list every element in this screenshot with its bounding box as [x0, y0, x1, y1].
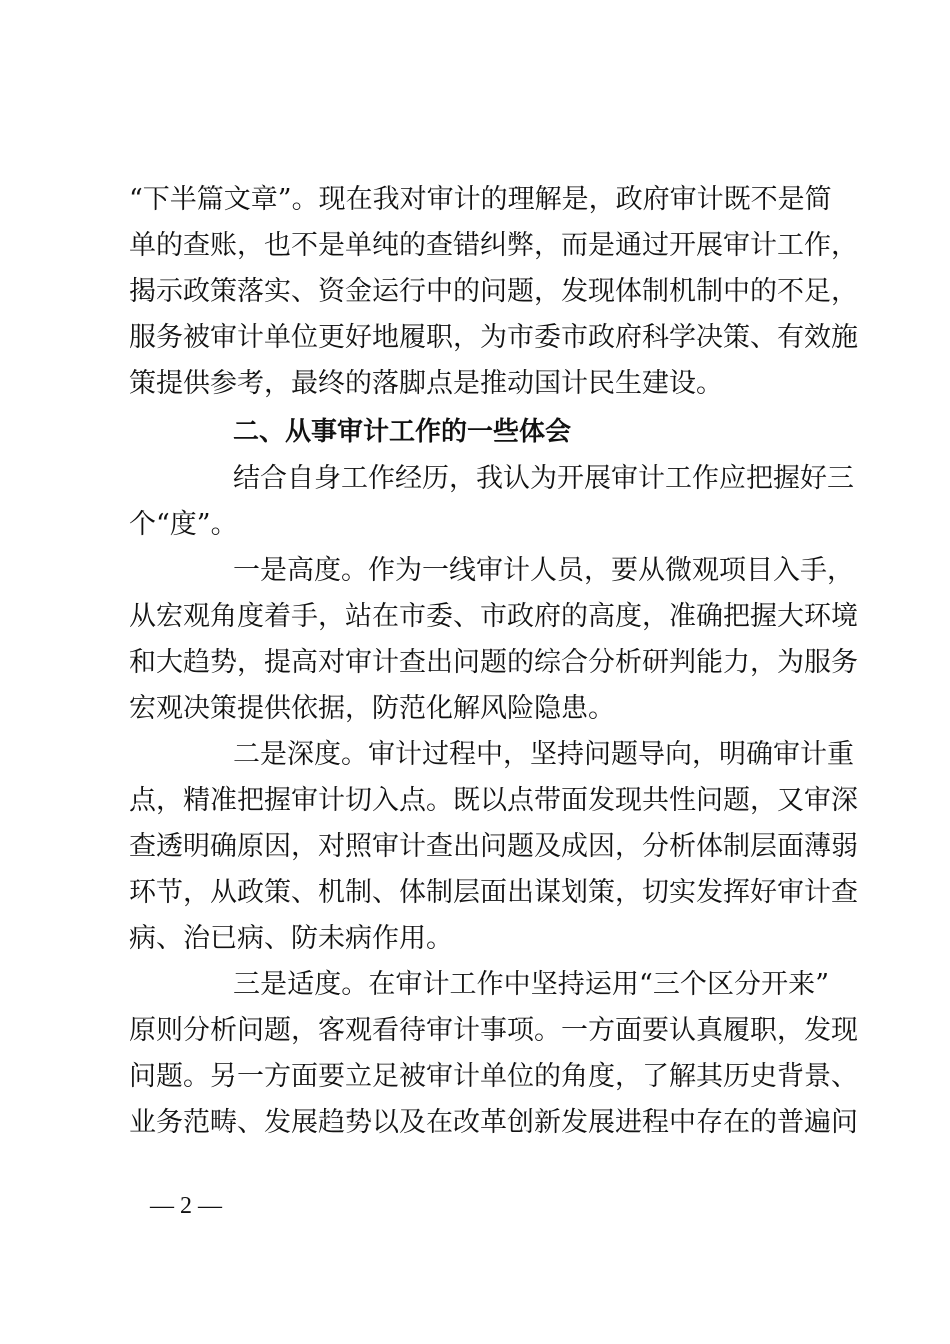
- section-heading: 二、从事审计工作的一些体会: [233, 417, 572, 447]
- paragraph-line: 点，精准把握审计切入点。既以点带面发现共性问题，又审深: [129, 785, 858, 816]
- paragraph-line: “下半篇文章”。现在我对审计的理解是，政府审计既不是简: [129, 184, 832, 215]
- paragraph-line: 一是高度。作为一线审计人员，要从微观项目入手，: [233, 555, 854, 586]
- page-number: — 2 —: [150, 1193, 222, 1219]
- paragraph-line: 策提供参考，最终的落脚点是推动国计民生建设。: [129, 368, 723, 399]
- paragraph-line: 问题。另一方面要立足被审计单位的角度，了解其历史背景、: [129, 1061, 858, 1092]
- paragraph-line: 宏观决策提供依据，防范化解风险隐患。: [129, 693, 615, 724]
- paragraph-line: 病、治已病、防未病作用。: [129, 923, 453, 954]
- paragraph-line: 揭示政策落实、资金运行中的问题，发现体制机制中的不足，: [129, 276, 858, 307]
- paragraph-line: 查透明确原因，对照审计查出问题及成因，分析体制层面薄弱: [129, 831, 858, 862]
- paragraph-line: 结合自身工作经历，我认为开展审计工作应把握好三: [233, 463, 854, 494]
- paragraph-line: 从宏观角度着手，站在市委、市政府的高度，准确把握大环境: [129, 601, 858, 632]
- paragraph-line: 原则分析问题，客观看待审计事项。一方面要认真履职，发现: [129, 1015, 858, 1046]
- paragraph-line: 二是深度。审计过程中，坚持问题导向，明确审计重: [233, 739, 854, 770]
- paragraph-line: 三是适度。在审计工作中坚持运用“三个区分开来”: [233, 969, 829, 1000]
- paragraph-line: 和大趋势，提高对审计查出问题的综合分析研判能力，为服务: [129, 647, 858, 678]
- paragraph-line: 环节，从政策、机制、体制层面出谋划策，切实发挥好审计查: [129, 877, 858, 908]
- paragraph-line: 单的查账，也不是单纯的查错纠弊，而是通过开展审计工作，: [129, 230, 858, 261]
- paragraph-line: 个“度”。: [129, 509, 238, 540]
- paragraph-line: 业务范畴、发展趋势以及在改革创新发展进程中存在的普遍问: [129, 1107, 858, 1138]
- paragraph-line: 服务被审计单位更好地履职，为市委市政府科学决策、有效施: [129, 322, 858, 353]
